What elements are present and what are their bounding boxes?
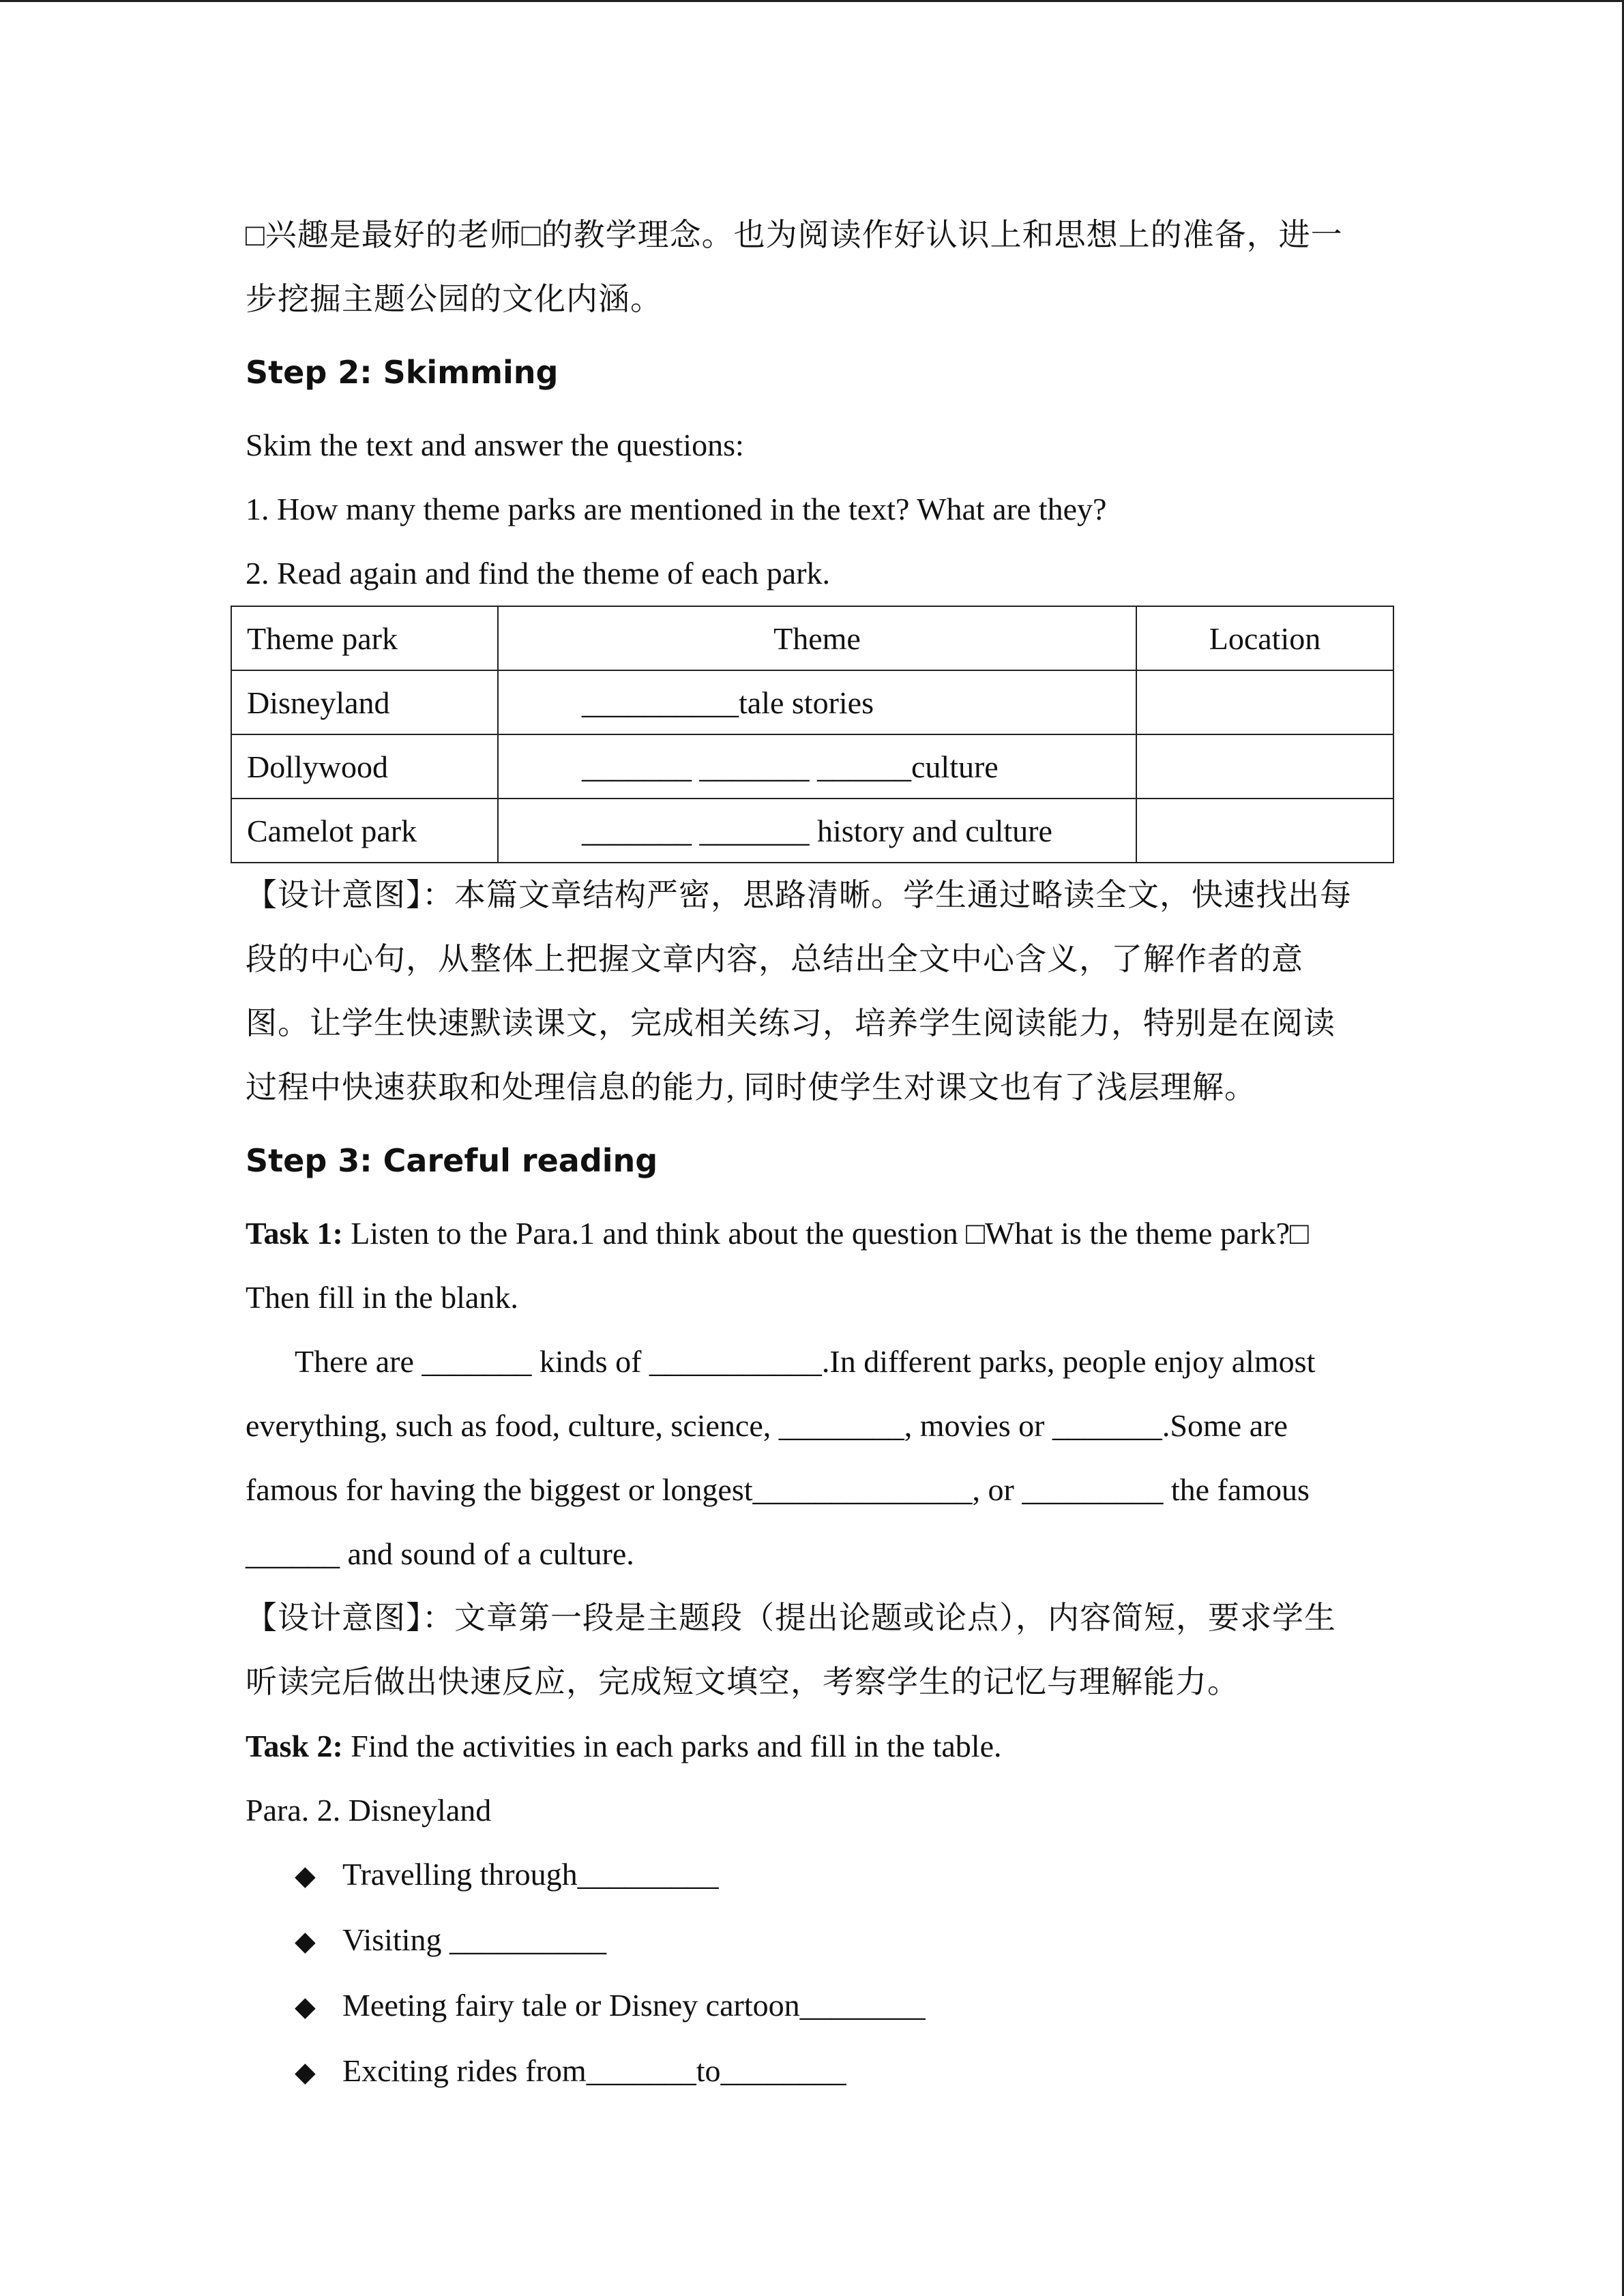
design-intent-1-line-1: 【设计意图】：本篇文章结构严密，思路清晰。学生通过略读全文，快速找出每 xyxy=(246,878,1352,912)
diamond-bullet-icon: ◆ xyxy=(295,2057,316,2088)
list-item xyxy=(295,1973,1391,2039)
step2-question-1: 1. How many theme parks are mentioned in the text? What are they? xyxy=(246,492,1107,526)
intro-line-1: □兴趣是最好的老师□的教学理念。也为阅读作好认识上和思想上的准备，进一 xyxy=(246,218,1343,252)
list-item xyxy=(295,2039,1391,2104)
design-intent-1-line-3: 图。让学生快速默读课文，完成相关练习，培养学生阅读能力，特别是在阅读 xyxy=(246,1006,1335,1041)
cloze-line-2: everything, such as food, culture, science, ________, movies or _______.Some are xyxy=(246,1408,1288,1443)
cloze-line-1: There are _______ kinds of ___________.In different parks, people enjoy almost xyxy=(295,1344,1316,1379)
step3-heading: Step 3: Careful reading xyxy=(246,1142,658,1179)
table-row xyxy=(231,734,1393,799)
diamond-bullet-icon: ◆ xyxy=(295,1991,316,2023)
theme-park-table xyxy=(231,606,1394,863)
cloze-line-3: famous for having the biggest or longest______________, or _________ the famous xyxy=(246,1472,1310,1507)
disneyland-activity-list xyxy=(246,1843,1391,2104)
page-border-top xyxy=(0,0,1624,2)
document-body xyxy=(246,203,1391,2104)
table-cell-location[interactable] xyxy=(1136,799,1393,863)
theme-fill-blank: __________tale stories xyxy=(582,685,874,720)
table-header-cell: Theme xyxy=(498,606,1136,670)
table-cell-park: Camelot park xyxy=(231,799,498,863)
table-header-cell: Theme park xyxy=(231,606,498,670)
table-row xyxy=(231,670,1393,734)
step2-heading: Step 2: Skimming xyxy=(246,354,559,391)
table-header-cell: Location xyxy=(1136,606,1393,670)
table-cell-theme[interactable] xyxy=(498,670,1136,734)
list-item-text: Exciting rides from_______to________ xyxy=(342,2053,846,2088)
task1-text: Listen to the Para.1 and think about the question □What is the theme park?□ xyxy=(342,1216,1309,1251)
theme-fill-blank: _______ _______ history and culture xyxy=(582,813,1052,848)
design-intent-1-line-4: 过程中快速获取和处理信息的能力, 同时使学生对课文也有了浅层理解。 xyxy=(246,1070,1256,1105)
design-intent-2-line-2: 听读完后做出快速反应，完成短文填空，考察学生的记忆与理解能力。 xyxy=(246,1665,1239,1699)
table-cell-park: Dollywood xyxy=(231,734,498,799)
design-intent-1-line-2: 段的中心句，从整体上把握文章内容，总结出全文中心含义，了解作者的意 xyxy=(246,942,1303,976)
list-item-text: Travelling through_________ xyxy=(342,1857,719,1892)
cloze-line-4: ______ and sound of a culture. xyxy=(246,1536,634,1571)
step2-question-2: 2. Read again and find the theme of each park. xyxy=(246,556,831,591)
task2-line xyxy=(246,1714,1391,1778)
list-item xyxy=(295,1908,1391,1973)
task2-label: Task 2: xyxy=(246,1729,343,1763)
design-intent-2-line-1: 【设计意图】：文章第一段是主题段（提出论题或论点），内容简短，要求学生 xyxy=(246,1600,1336,1635)
para2-label: Para. 2. Disneyland xyxy=(246,1793,492,1828)
table-cell-park: Disneyland xyxy=(231,670,498,734)
list-item-text: Meeting fairy tale or Disney cartoon________ xyxy=(342,1988,926,2023)
step2-instruction: Skim the text and answer the questions: xyxy=(246,428,744,462)
diamond-bullet-icon: ◆ xyxy=(295,1926,316,1957)
table-cell-theme[interactable] xyxy=(498,799,1136,863)
theme-fill-blank: _______ _______ ______culture xyxy=(582,749,999,784)
task1-line xyxy=(246,1202,1391,1266)
table-cell-location[interactable] xyxy=(1136,734,1393,799)
diamond-bullet-icon: ◆ xyxy=(295,1860,316,1892)
task1-line-2: Then fill in the blank. xyxy=(246,1280,518,1315)
intro-line-2: 步挖掘主题公园的文化内涵。 xyxy=(246,282,662,316)
list-item-text: Visiting __________ xyxy=(342,1922,606,1957)
list-item xyxy=(295,1843,1391,1908)
table-cell-location[interactable] xyxy=(1136,670,1393,734)
task1-label: Task 1: xyxy=(246,1216,343,1251)
table-row xyxy=(231,799,1393,863)
table-header-row xyxy=(231,606,1393,670)
table-cell-theme[interactable] xyxy=(498,734,1136,799)
task2-text: Find the activities in each parks and fill in the table. xyxy=(342,1729,1002,1763)
